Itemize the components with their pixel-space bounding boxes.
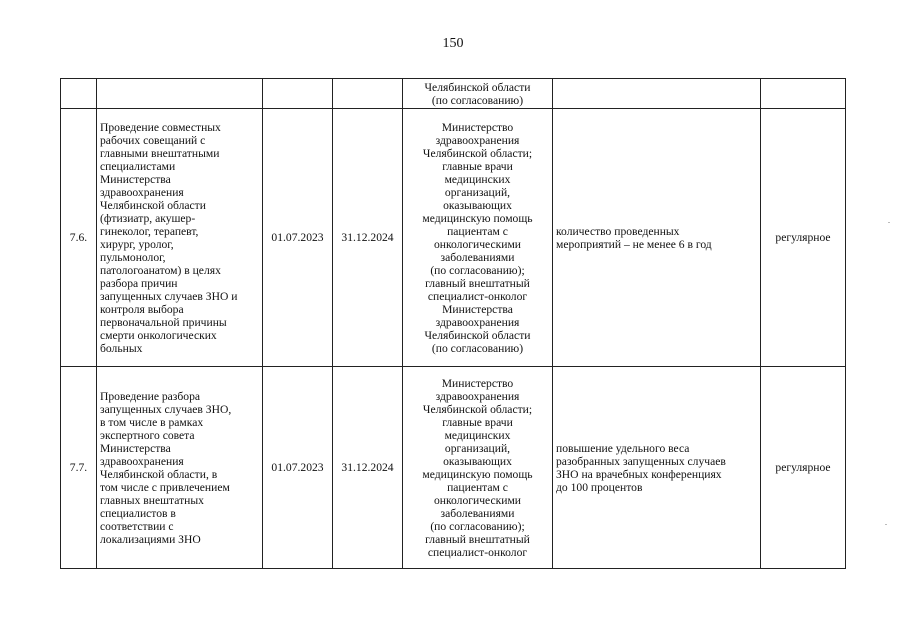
text-line: рабочих совещаний с (100, 133, 206, 147)
cell-indicator (553, 109, 761, 367)
text-line: здравоохранения (435, 315, 520, 329)
text-line: онкологическими (433, 493, 522, 507)
cell-periodicity: регулярное (761, 367, 846, 569)
cell-indicator (553, 367, 761, 569)
text-line: разбора причин (100, 276, 178, 290)
text-line: главными внештатными (100, 146, 220, 160)
scan-mark (885, 524, 887, 525)
text-line: в том числе в рамках (100, 415, 204, 429)
text-line: гинеколог, терапевт, (100, 224, 199, 238)
text-line: мероприятий – не менее 6 в год (556, 237, 712, 251)
text-line: оказывающих (443, 198, 512, 212)
text-line: оказывающих (443, 454, 512, 468)
text-line: Челябинской области; (422, 402, 533, 416)
text-line: локализациями ЗНО (100, 532, 201, 546)
text-line: организаций, (444, 185, 511, 199)
cell-number: 7.7. (61, 367, 97, 569)
text-line: (по согласованию) (431, 341, 524, 355)
text-line: разобранных запущенных случаев (556, 454, 726, 468)
text-line: соответствии с (100, 519, 174, 533)
text-line: запущенных случаев ЗНО и (100, 289, 238, 303)
text-line: заболеваниями (440, 250, 515, 264)
cell-indicator (553, 79, 761, 109)
text-line: здравоохранения (100, 185, 184, 199)
text-line: главных внештатных (100, 493, 204, 507)
cell-responsible (403, 109, 553, 367)
text-line: онкологическими (433, 237, 522, 251)
text-line: главный внештатный (425, 532, 530, 546)
cell-responsible (403, 79, 553, 109)
table-row (61, 367, 846, 569)
cell-end-date (333, 79, 403, 109)
text-line: Министерство (441, 120, 514, 134)
text-line: запущенных случаев ЗНО, (100, 402, 232, 416)
scan-mark (888, 222, 890, 223)
cell-description (97, 367, 263, 569)
text-line: Челябинской области, в (100, 467, 218, 481)
text-line: том числе с привлечением (100, 480, 230, 494)
text-line: здравоохранения (435, 389, 520, 403)
text-line: Министерства (100, 172, 171, 186)
cell-periodicity: регулярное (761, 109, 846, 367)
text-line: (по согласованию); (430, 263, 525, 277)
cell-description (97, 79, 263, 109)
text-line: ЗНО на врачебных конференциях (556, 467, 722, 481)
page-number: 150 (442, 36, 464, 51)
text-line: пациентам с (447, 480, 508, 494)
text-line: первоначальной причины (100, 315, 227, 329)
text-line: (фтизиатр, акушер- (100, 211, 196, 225)
text-line: Проведение разбора (100, 389, 201, 403)
cell-end-date: 31.12.2024 (333, 367, 403, 569)
text-line: Челябинской области (424, 80, 531, 94)
text-line: контроля выбора (100, 302, 184, 316)
text-line: смерти онкологических (100, 328, 217, 342)
text-line: патологоанатом) в целях (100, 263, 221, 277)
text-line: специалистами (100, 159, 176, 173)
text-line: Челябинской области (424, 328, 531, 342)
cell-end-date: 31.12.2024 (333, 109, 403, 367)
cell-number (61, 79, 97, 109)
text-line: Министерство (441, 376, 514, 390)
text-line: специалистов в (100, 506, 176, 520)
text-line: медицинскую помощь (422, 211, 533, 225)
cell-start-date: 01.07.2023 (263, 367, 333, 569)
text-line: хирург, уролог, (100, 237, 174, 251)
cell-start-date: 01.07.2023 (263, 109, 333, 367)
cell-description (97, 109, 263, 367)
table-row-continuation (61, 79, 846, 109)
text-line: Челябинской области (100, 198, 206, 212)
text-line: Министерства (442, 302, 513, 316)
text-line: количество проведенных (556, 224, 680, 238)
text-line: здравоохранения (435, 133, 520, 147)
text-line: заболеваниями (440, 506, 515, 520)
text-line: специалист-онколог (427, 289, 528, 303)
cell-start-date (263, 79, 333, 109)
text-line: медицинских (444, 428, 511, 442)
cell-periodicity (761, 79, 846, 109)
text-line: пульмонолог, (100, 250, 166, 264)
text-line: больных (100, 341, 143, 355)
text-line: главные врачи (442, 159, 513, 173)
text-line: Проведение совместных (100, 120, 221, 134)
text-line: до 100 процентов (556, 480, 643, 494)
cell-responsible (403, 367, 553, 569)
text-line: здравоохранения (100, 454, 184, 468)
text-line: (по согласованию); (430, 519, 525, 533)
measures-table (60, 78, 846, 569)
text-line: пациентам с (447, 224, 508, 238)
text-line: главный внештатный (425, 276, 530, 290)
text-line: медицинских (444, 172, 511, 186)
text-line: специалист-онколог (427, 545, 528, 559)
table-row (61, 109, 846, 367)
text-line: повышение удельного веса (556, 441, 690, 455)
text-line: экспертного совета (100, 428, 195, 442)
text-line: главные врачи (442, 415, 513, 429)
text-line: организаций, (444, 441, 511, 455)
text-line: Министерства (100, 441, 171, 455)
text-line: (по согласованию) (431, 93, 524, 107)
text-line: медицинскую помощь (422, 467, 533, 481)
cell-number: 7.6. (61, 109, 97, 367)
text-line: Челябинской области; (422, 146, 533, 160)
